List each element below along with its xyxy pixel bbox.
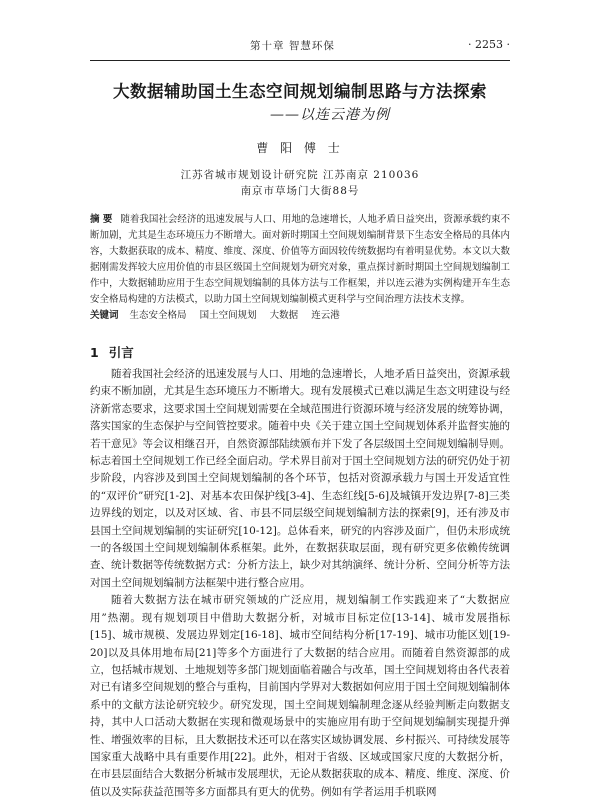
body-paragraph: 随着我国社会经济的迅速发展与人口、用地的急速增长，人地矛盾日益突出，资源承载约束不断加剧，尤其是生态环境压力不断增大。现有发展模式已难以满足生态文明建设与经济新常态要求，这要求国土空间规划需要在全域范围进行资源环境与经济发展的统筹协调，落实国家的生态保护与空间管控要求。随着中央《关于建立国土空间规划体系并监督实施的若干意见》等会议相继召开，自然资源部陆续颁布并下发了各层级国土空间规划编制导则。标志着国土空间规划工作已经全面启动。学术界目前对于国土空间规划方法的研究仍处于初步阶段，内容涉及到国土空间规划编制的各个环节，包括对资源承载力与国土开发适宜性的“双评价”研究[1-2]、对基本农田保护线[3-4]、生态红线[5-6]及城镇开发边界[7-8]三类边界线的划定，以及对区域、省、市县不同层级空间规划编制方法的探索[9]，还有涉及市县国土空间规划编制的实证研究[10-12]。总体看来，研究的内容涉及面广，但仍未形成统一的各级国土空间规划编制体系框架。此外，在数据获取层面，现有研究更多依赖传统调查、统计数据等传统数据方式：分析方法上，缺少对其纳演绎、统计分析、空间分析等方法对国土空间规划编制方法框架中进行整合应用。 bbox=[90, 368, 510, 589]
keyword: 连云港 bbox=[311, 310, 340, 321]
keywords-line bbox=[90, 308, 510, 324]
paper-subtitle: ——以连云港为例 bbox=[270, 107, 390, 123]
header-rule bbox=[90, 60, 510, 61]
abstract-paragraph bbox=[90, 212, 510, 308]
keyword: 生态安全格局 bbox=[129, 310, 187, 321]
page-number: · 2253 · bbox=[468, 38, 510, 51]
abstract-block bbox=[90, 212, 510, 324]
abstract-text: 随着我国社会经济的迅速发展与人口、用地的急速增长，人地矛盾日益突出，资源承载约束不断加剧，尤其是生态环境压力不断增大。面对新时期国土空间规划编制背景下生态安全格局的具体内容，大数据获取的成本、精度、维度、深度、价值等方面因较传统数据均有着明显优势。本文以大数据刚需发挥较大应用价值的市县区级国土空间规划为研究对象，重点探讨新时期国土空间规划编制工作中，大数据辅助应用于生态空间规划编制的具体方法与工作框架，并以连云港为实例构建开车生态安全格局构建的方法模式，以助力国土空间规划编制模式更科学与空间治理方法技术支撑。 bbox=[90, 214, 510, 305]
keyword: 国土空间规划 bbox=[199, 310, 257, 321]
running-header bbox=[90, 38, 510, 54]
paper-authors: 曹 阳 傅 士 bbox=[256, 141, 344, 155]
paper-title: 大数据辅助国土生态空间规划编制思路与方法探索 bbox=[113, 82, 487, 101]
body-text bbox=[90, 366, 510, 801]
affiliation-line-2: 南京市草场门大街88号 bbox=[240, 185, 360, 197]
section-heading bbox=[90, 343, 134, 361]
keyword: 大数据 bbox=[269, 310, 299, 321]
section-number: 1 bbox=[90, 345, 99, 360]
body-paragraph: 随着大数据方法在城市研究领域的广泛应用，规划编制工作实践迎来了“大数据应用”热潮。现有规划项目中借助大数据分析，对城市目标定位[13-14]、城市发展指标[15]、城市规模、发展边界划定[16-18]、城市空间结构分析[17-19]、城市功能区划[19-20]以及具体用地布局[21]等多个方面进行了大数据的结合应用。而随着自然资源部的成立，包括城市规划、土地规划等多部门规划面临着融合与改革，国土空间规划将由各代表着对已有诸多空间规划的整合与重构，目前国内学界对大数据如何应用于国土空间规划编制体系中的文献方法论研究较少。研究发现，国土空间规划编制理念逐从经验判断走向数据支持，其中人口活动大数据在实现和微观场景中的实施应用有助于空间规划编制实现提升弹性、增强效率的目标，且大数据技术还可以在落实区域协调发展、乡村振兴、可持续发展等国家重大战略中具有重要作用[22]。此外，相对于省级、区域或国家尺度的大数据分析，在市县层面结合大数据分析城市发展理状，无论从数据获取的成本、精度、维度、深度、价值以及实际获益范围等多方面都具有更大的优势。例如有学者运用手机联网 bbox=[90, 594, 510, 798]
abstract-label: 摘 要 bbox=[90, 214, 113, 225]
keywords-label: 关键词 bbox=[90, 310, 119, 321]
journal-section: 第十章 智慧环保 bbox=[250, 40, 335, 52]
affiliation-line-1: 江苏省城市规划设计研究院 江苏南京 210036 bbox=[180, 169, 420, 181]
section-title: 引言 bbox=[108, 345, 134, 360]
